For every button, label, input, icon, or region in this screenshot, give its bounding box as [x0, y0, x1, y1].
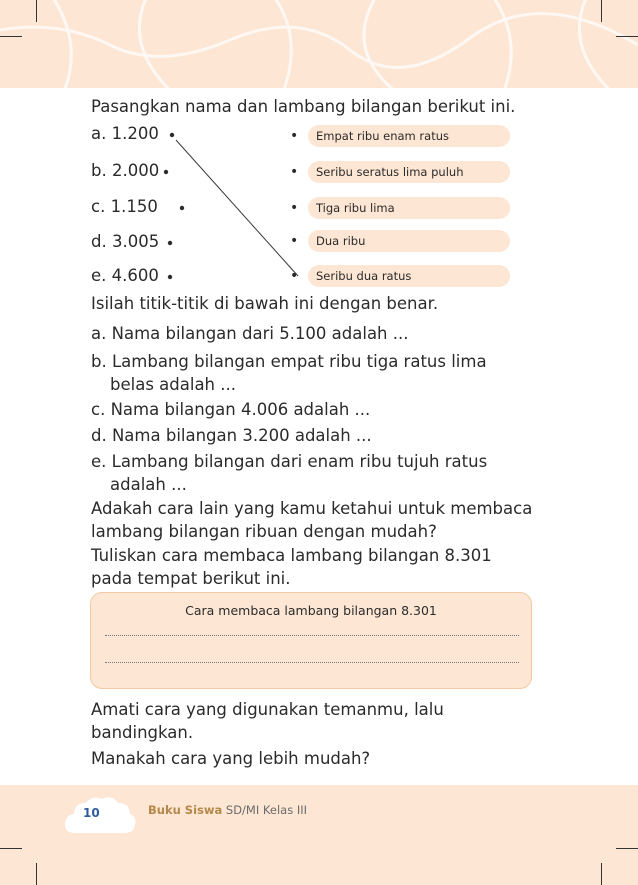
- left-dot-b: [164, 170, 168, 174]
- exercise2-item-c: c. Nama bilangan 4.006 adalah ...: [91, 400, 371, 419]
- left-item-d: d. 3.005: [91, 232, 160, 251]
- right-bullet: •: [290, 268, 299, 284]
- left-dot-d: [168, 241, 172, 245]
- answer-line-1[interactable]: [105, 635, 519, 636]
- right-bullet: •: [290, 128, 299, 144]
- compare-paragraph: Amati cara yang digunakan temanmu, lalu bandingkan. Manakah cara yang lebih mudah?: [91, 700, 444, 768]
- left-item-a: a. 1.200: [91, 124, 159, 143]
- match-line-a: [176, 140, 298, 276]
- option-4: Dua ribu: [308, 230, 510, 252]
- answer-box: [90, 592, 532, 689]
- exercise2-item-e: e. Lambang bilangan dari enam ribu tujuh ratus adalah ...: [91, 452, 488, 494]
- left-dot-e: [168, 275, 172, 279]
- option-2: Seribu seratus lima puluh: [308, 161, 510, 183]
- left-dot-a: [170, 133, 174, 137]
- left-item-e: e. 4.600: [91, 266, 159, 285]
- option-5: Seribu dua ratus: [308, 265, 510, 287]
- right-bullet: •: [290, 233, 299, 249]
- exercise2-item-d: d. Nama bilangan 3.200 adalah ...: [91, 426, 372, 445]
- write-instruction: Tuliskan cara membaca lambang bilangan 8.301 pada tempat berikut ini.: [91, 546, 492, 588]
- crop-mark: [36, 863, 37, 885]
- left-dot-c: [180, 206, 184, 210]
- left-item-b: b. 2.000: [91, 161, 160, 180]
- left-item-c: c. 1.150: [91, 197, 158, 216]
- book-title: Buku Siswa SD/MI Kelas III: [148, 803, 308, 817]
- right-bullet: •: [290, 164, 299, 180]
- exercise2-item-a: a. Nama bilangan dari 5.100 adalah ...: [91, 324, 409, 343]
- page-number: 10: [83, 806, 100, 820]
- exercise1-instruction: Pasangkan nama dan lambang bilangan berikut ini.: [91, 97, 516, 116]
- crop-mark: [616, 848, 638, 849]
- right-bullet: •: [290, 200, 299, 216]
- option-3: Tiga ribu lima: [308, 197, 510, 219]
- exercise2-item-b: b. Lambang bilangan empat ribu tiga ratus lima belas adalah ...: [91, 352, 487, 394]
- answer-box-title: Cara membaca lambang bilangan 8.301: [185, 603, 437, 618]
- exercise2-instruction: Isilah titik-titik di bawah ini dengan benar.: [91, 294, 439, 313]
- option-1: Empat ribu enam ratus: [308, 125, 510, 147]
- answer-line-2[interactable]: [105, 662, 519, 663]
- matching-lines: [0, 0, 638, 300]
- question-paragraph: Adakah cara lain yang kamu ketahui untuk membaca lambang bilangan ribuan dengan mudah?: [91, 499, 533, 541]
- page-number-cloud: [62, 793, 138, 839]
- crop-mark: [601, 863, 602, 885]
- crop-mark: [0, 848, 22, 849]
